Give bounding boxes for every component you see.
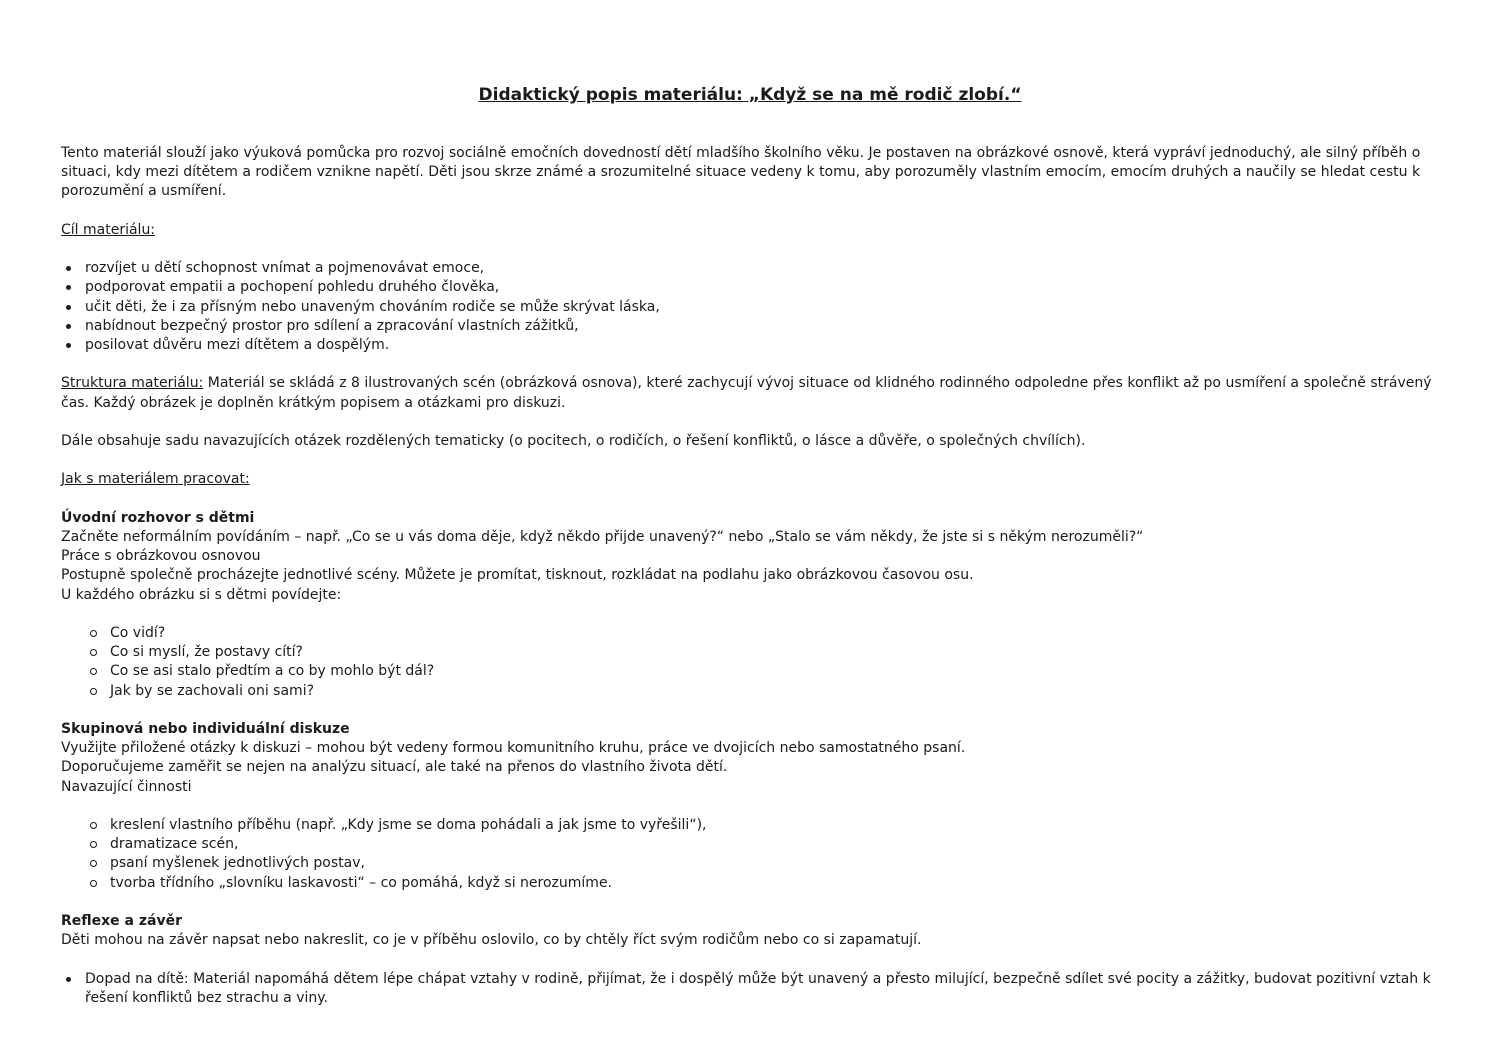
intro-paragraph: Tento materiál slouží jako výuková pomůcka pro rozvoj sociálně emočních dovedností dětí mladšího školního věku. Je postaven na obrázkové osnově, která vypráví jednoduchý, ale silný příběh o situaci, kdy mezi dítětem a rodičem vznikne napětí. Děti jsou skrze známé a srozumitelné situace vedeny k tomu, aby porozuměly vlastním emocím, emocím druhých a naučily se hledat cestu k porozumění a usmíření.: [61, 145, 1421, 200]
impact-item: Dopad na dítě: Materiál napomáhá dětem lépe chápat vztahy v rodině, přijímat, že i dospělý může být unavený a přesto milující, bezpečně sdílet své pocity a zážitky, budovat pozitivní vztah k řešení konfliktů bez strachu a viny.: [61, 970, 1439, 1008]
structure-paragraph: [61, 374, 1439, 412]
structure-text: Materiál se skládá z 8 ilustrovaných scén (obrázková osnova), které zachycují vývoj situace od klidného rodinného odpoledne přes konflikt až po usmíření a společně strávený čas. Každý obrázek je doplněn krátkým popisem a otázkami pro diskuzi.: [61, 375, 1432, 411]
question-item: Co vidí?: [61, 624, 1439, 643]
section3-text: Děti mohou na závěr napsat nebo nakreslit, co je v příběhu oslovilo, co by chtěly říct svým rodičům nebo co si zapamatují.: [61, 932, 922, 949]
section3-heading: Reflexe a závěr: [61, 912, 182, 929]
section1-line: U každého obrázku si s dětmi povídejte:: [61, 586, 342, 603]
document-page: [61, 84, 1439, 1008]
activity-item: psaní myšlenek jednotlivých postav,: [61, 854, 1439, 873]
section1-line: Začněte neformálním povídáním – např. „Co se u vás doma děje, když někdo přijde unavený?“ nebo „Stalo se vám někdy, že jste si s někým nerozuměli?“: [61, 528, 1144, 545]
goal-item: rozvíjet u dětí schopnost vnímat a pojmenovávat emoce,: [61, 259, 1439, 278]
section1-line: Práce s obrázkovou osnovou: [61, 548, 261, 565]
howto-heading: Jak s materiálem pracovat:: [61, 471, 250, 488]
goal-item: učit děti, že i za přísným nebo unaveným chováním rodiče se může skrývat láska,: [61, 298, 1439, 317]
structure-heading: Struktura materiálu:: [61, 375, 204, 392]
activity-list: [61, 816, 1439, 893]
contents-paragraph: Dále obsahuje sadu navazujících otázek rozdělených tematicky (o pocitech, o rodičích, o řešení konfliktů, o lásce a důvěře, o společných chvílích).: [61, 432, 1086, 449]
activity-item: tvorba třídního „slovníku laskavosti“ – co pomáhá, když si nerozumíme.: [61, 874, 1439, 893]
activity-item: kreslení vlastního příběhu (např. „Kdy jsme se doma pohádali a jak jsme to vyřešili“),: [61, 816, 1439, 835]
section2-heading: Skupinová nebo individuální diskuze: [61, 720, 350, 737]
section2-line: Navazující činnosti: [61, 778, 192, 795]
goal-heading: Cíl materiálu:: [61, 221, 156, 238]
section1-line: Postupně společně procházejte jednotlivé scény. Můžete je promítat, tisknout, rozkládat na podlahu jako obrázkovou časovou osu.: [61, 567, 974, 584]
section2-line: Využijte přiložené otázky k diskuzi – mohou být vedeny formou komunitního kruhu, práce ve dvojicích nebo samostatného psaní.: [61, 740, 966, 757]
document-title: Didaktický popis materiálu: „Když se na mě rodič zlobí.“: [478, 85, 1022, 105]
goal-item: posilovat důvěru mezi dítětem a dospělým.: [61, 336, 1439, 355]
goal-item: nabídnout bezpečný prostor pro sdílení a zpracování vlastních zážitků,: [61, 317, 1439, 336]
question-item: Co se asi stalo předtím a co by mohlo být dál?: [61, 662, 1439, 681]
section2-line: Doporučujeme zaměřit se nejen na analýzu situací, ale také na přenos do vlastního života dětí.: [61, 759, 728, 776]
activity-item: dramatizace scén,: [61, 835, 1439, 854]
question-list: [61, 624, 1439, 701]
question-item: Co si myslí, že postavy cítí?: [61, 643, 1439, 662]
section1-heading: Úvodní rozhovor s dětmi: [61, 509, 255, 526]
goal-item: podporovat empatii a pochopení pohledu druhého člověka,: [61, 278, 1439, 297]
question-item: Jak by se zachovali oni sami?: [61, 682, 1439, 701]
impact-list: [61, 970, 1439, 1008]
goal-list: [61, 259, 1439, 355]
